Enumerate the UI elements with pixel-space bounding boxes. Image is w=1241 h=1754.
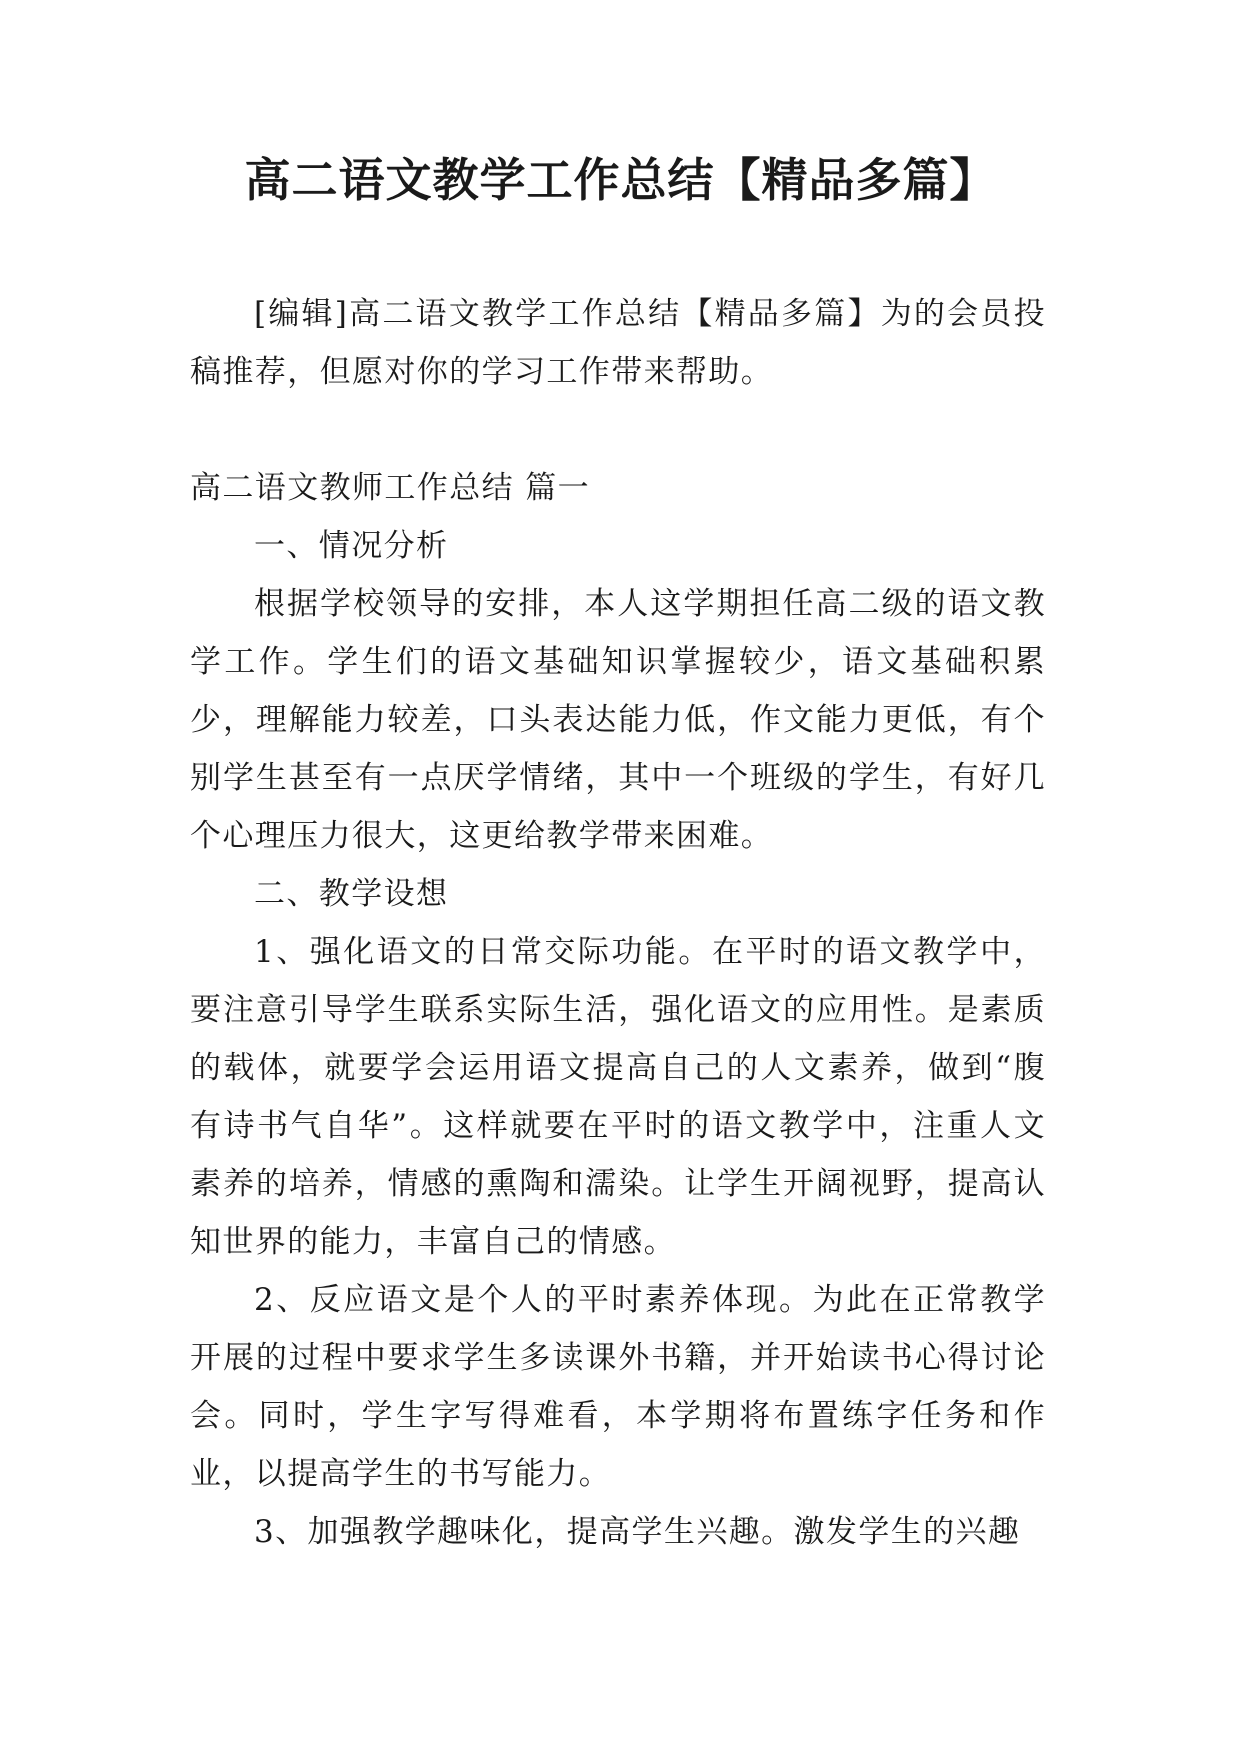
document-body bbox=[190, 285, 1046, 1561]
document-title: 高二语文教学工作总结【精品多篇】 bbox=[244, 153, 997, 207]
paragraph-point-3: 3、加强教学趣味化，提高学生兴趣。激发学生的兴趣 bbox=[254, 1514, 1021, 1550]
intro-paragraph: [编辑]高二语文教学工作总结【精品多篇】为的会员投稿推荐，但愿对你的学习工作带来帮助。 bbox=[190, 296, 1046, 390]
section-heading: 高二语文教师工作总结 篇一 bbox=[190, 470, 591, 506]
subheading-situation: 一、情况分析 bbox=[254, 528, 449, 564]
paragraph-point-1: 1、强化语文的日常交际功能。在平时的语文教学中，要注意引导学生联系实际生活，强化语文的应用性。是素质的载体，就要学会运用语文提高自己的人文素养，做到“腹有诗书气自华”。这样就要在平时的语文教学中，注重人文素养的培养，情感的熏陶和濡染。让学生开阔视野，提高认知世界的能力，丰富自己的情感。 bbox=[190, 934, 1046, 1260]
paragraph-situation: 根据学校领导的安排，本人这学期担任高二级的语文教学工作。学生们的语文基础知识掌握较少，语文基础积累少，理解能力较差，口头表达能力低，作文能力更低，有个别学生甚至有一点厌学情绪，其中一个班级的学生，有好几个心理压力很大，这更给教学带来困难。 bbox=[190, 586, 1046, 854]
paragraph-gap bbox=[190, 401, 1046, 459]
paragraph-point-2: 2、反应语文是个人的平时素养体现。为此在正常教学开展的过程中要求学生多读课外书籍，并开始读书心得讨论会。同时，学生字写得难看，本学期将布置练字任务和作业，以提高学生的书写能力。 bbox=[190, 1282, 1046, 1492]
subheading-teaching-plan: 二、教学设想 bbox=[254, 876, 449, 912]
